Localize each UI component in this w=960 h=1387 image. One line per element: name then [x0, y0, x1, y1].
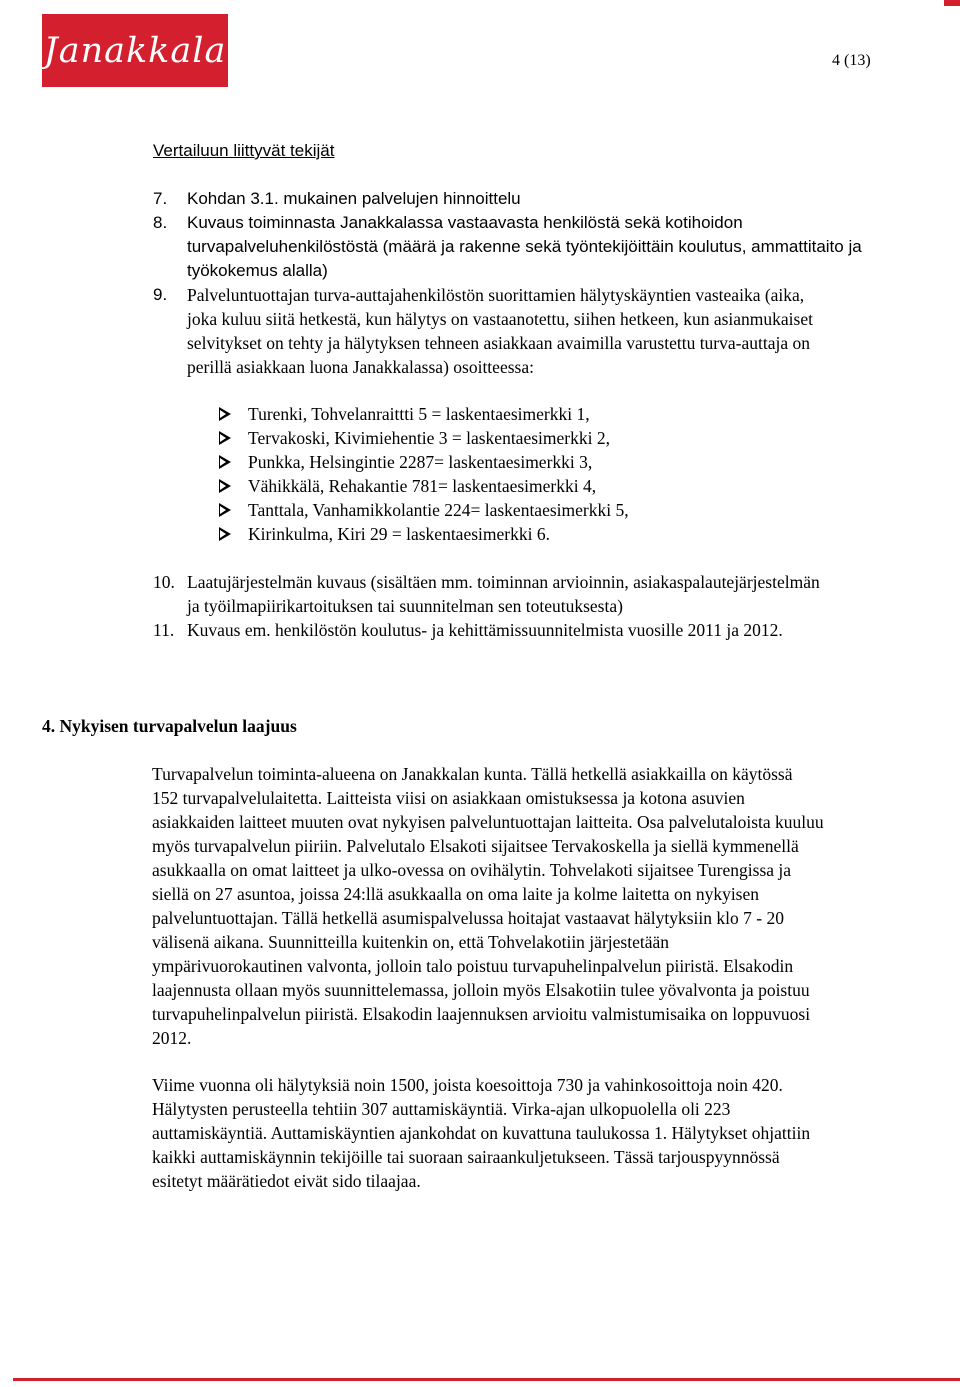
paragraph-line: Hälytysten perusteella tehtiin 307 auttamiskäyntiä. Virka-ajan ulkopuolella oli 223	[152, 1099, 731, 1119]
arrow-bullet-icon	[219, 455, 231, 469]
bullet-text: Kirinkulma, Kiri 29 = laskentaesimerkki 6.	[248, 524, 550, 544]
logo-text: Janakkala	[43, 30, 227, 71]
item-text: selvitykset on tehty ja hälytyksen tehneen asiakkaan avaimilla varustettu turva-auttaja on	[187, 333, 810, 353]
bullet-text: Turenki, Tohvelanraittti 5 = laskentaesimerkki 1,	[248, 404, 590, 424]
item-text: turvapalveluhenkilöstöstä (määrä ja rakenne sekä työntekijöittäin koulutus, ammattitaito ja	[187, 237, 862, 256]
item-text: ja työilmapiirikartoituksen tai suunnitelman sen toteutuksesta)	[187, 596, 623, 616]
item-number: 7.	[153, 189, 168, 208]
paragraph-line: välisenä aikana. Suunnitteilla kuitenkin on, että Tohvelakotiin järjestetään	[152, 932, 669, 952]
arrow-bullet-icon	[219, 503, 231, 517]
item-text: Laatujärjestelmän kuvaus (sisältäen mm. toiminnan arvioinnin, asiakaspalautejärjestelmän	[187, 572, 820, 592]
paragraph-line: Turvapalvelun toiminta-alueena on Janakkalan kunta. Tällä hetkellä asiakkailla on käytössä	[152, 764, 793, 784]
bullet-text: Tervakoski, Kivimiehentie 3 = laskentaesimerkki 2,	[248, 428, 610, 448]
paragraph-line: laajennusta ollaan myös suunnittelemassa, jolloin myös Elsakotiin tulee yövalvonta ja poistuu	[152, 980, 810, 1000]
corner-accent	[944, 0, 960, 6]
section-heading: 4. Nykyisen turvapalvelun laajuus	[42, 716, 297, 736]
item-text: työkokemus alalla)	[187, 261, 328, 280]
item-number: 11.	[153, 620, 175, 640]
item-text: Kuvaus em. henkilöstön koulutus- ja kehittämissuunnitelmista vuosille 2011 ja 2012.	[187, 620, 783, 640]
footer-rule	[13, 1378, 960, 1381]
bullet-text: Tanttala, Vanhamikkolantie 224= laskentaesimerkki 5,	[248, 500, 629, 520]
item-text: Palveluntuottajan turva-auttajahenkilöstön suorittamien hälytyskäyntien vasteaika (aika,	[187, 285, 805, 305]
paragraph-line: auttamiskäyntiä. Auttamiskäyntien ajankohdat on kuvattuna taulukossa 1. Hälytykset ohjattiin	[152, 1123, 811, 1143]
item-number: 8.	[153, 213, 168, 232]
bullet-text: Punkka, Helsingintie 2287= laskentaesimerkki 3,	[248, 452, 593, 472]
paragraph-line: 152 turvapalvelulaitetta. Laitteista viisi on asiakkaan omistuksessa ja kotona asuvien	[152, 788, 745, 808]
arrow-bullet-icon	[219, 431, 231, 445]
paragraph-line: Viime vuonna oli hälytyksiä noin 1500, joista koesoittoja 730 ja vahinkosoittoja noin 420.	[152, 1075, 783, 1095]
page-number: 4 (13)	[832, 52, 871, 69]
section-title: Vertailuun liittyvät tekijät	[153, 141, 335, 160]
paragraph-line: myös turvapalvelun piiriin. Palvelutalo Elsakoti sijaitsee Tervakoskella ja siellä kymmenellä	[152, 836, 799, 856]
item-text: Kuvaus toiminnasta Janakkalassa vastaavasta henkilöstä sekä kotihoidon	[187, 213, 743, 232]
paragraph-line: asiakkaiden laitteet muuten ovat nykyisen palveluntuottajan laitteita. Osa palvelutaloista kuuluu	[152, 812, 824, 832]
paragraph-line: esitetyt määrätiedot eivät sido tilaajaa.	[152, 1171, 421, 1191]
item-number: 9.	[153, 285, 168, 304]
paragraph-line: 2012.	[152, 1028, 192, 1048]
arrow-bullet-icon	[219, 527, 231, 541]
paragraph-line: palveluntuottajan. Tällä hetkellä asumispalvelussa hoitajat vastaavat hälytyksiin klo 7 - 20	[152, 908, 784, 928]
arrow-bullet-icon	[219, 479, 231, 493]
paragraph-line: ympärivuorokautinen valvonta, jolloin talo poistuu turvapuhelinpalvelun piiristä. Elsakodin	[152, 956, 794, 976]
paragraph-line: asukkaalla on omat laitteet ja ulko-ovessa on ovihälytin. Tohvelakoti sijaitsee Turengissa ja	[152, 860, 792, 880]
item-number: 10.	[153, 572, 175, 592]
paragraph-line: turvapuhelinpalvelun piiristä. Elsakodin laajennuksen arvioitu valmistumisaika on loppuvuosi	[152, 1004, 811, 1024]
item-text: perillä asiakkaan luona Janakkalassa) osoitteessa:	[187, 357, 534, 377]
bullet-text: Vähikkälä, Rehakantie 781= laskentaesimerkki 4,	[248, 476, 597, 496]
item-text: joka kuluu siitä hetkestä, kun hälytys on vastaanotettu, siihen hetkeen, kun asianmukaiset	[187, 309, 813, 329]
janakkala-logo	[42, 14, 228, 87]
paragraph-line: kaikki auttamiskäynnin tekijöille tai suoraan sairaankuljetukseen. Tässä tarjouspyynnössä	[152, 1147, 780, 1167]
arrow-bullet-icon	[219, 407, 231, 421]
paragraph-line: siellä on 27 asuntoa, joissa 24:llä asukkaalla on oma laite ja kolme laitetta on nykyisen	[152, 884, 760, 904]
item-text: Kohdan 3.1. mukainen palvelujen hinnoittelu	[187, 189, 521, 208]
